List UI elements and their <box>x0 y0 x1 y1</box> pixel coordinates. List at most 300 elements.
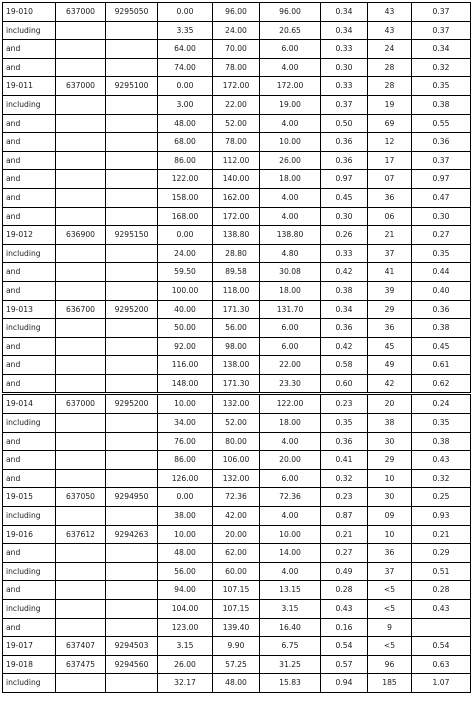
cell-to: 80.00 <box>213 432 260 451</box>
cell-interval: 131.70 <box>260 300 321 319</box>
cell-interval: 4.80 <box>260 244 321 263</box>
cell-easting: 637000 <box>56 3 106 22</box>
cell-to: 62.00 <box>213 544 260 563</box>
cell-hole-id: 19-016 <box>3 525 56 544</box>
cell-easting <box>56 133 106 152</box>
cell-from: 116.00 <box>158 356 213 375</box>
cell-easting <box>56 414 106 433</box>
cell-northing <box>106 58 158 77</box>
cell-hole-id: 19-018 <box>3 655 56 674</box>
cell-grade-a: 0.37 <box>321 95 368 114</box>
cell-interval: 20.65 <box>260 21 321 40</box>
cell-grade-equivalent: 0.54 <box>412 637 471 656</box>
cell-northing <box>106 432 158 451</box>
cell-grade-equivalent: 0.37 <box>412 151 471 170</box>
cell-from: 3.35 <box>158 21 213 40</box>
cell-grade-a: 0.94 <box>321 674 368 693</box>
cell-grade-equivalent: 0.55 <box>412 114 471 133</box>
cell-interval: 3.15 <box>260 600 321 619</box>
cell-from: 0.00 <box>158 77 213 96</box>
cell-from: 122.00 <box>158 170 213 189</box>
table-row <box>3 562 471 581</box>
cell-easting <box>56 244 106 263</box>
cell-from: 3.00 <box>158 95 213 114</box>
cell-easting <box>56 507 106 526</box>
cell-grade-equivalent: 1.07 <box>412 674 471 693</box>
cell-northing <box>106 337 158 356</box>
cell-northing <box>106 151 158 170</box>
cell-grade-b: 43 <box>368 3 412 22</box>
cell-hole-id: and <box>3 170 56 189</box>
cell-from: 59.50 <box>158 263 213 282</box>
cell-to: 9.90 <box>213 637 260 656</box>
cell-hole-id: and <box>3 337 56 356</box>
cell-grade-equivalent: 0.35 <box>412 244 471 263</box>
cell-grade-equivalent: 0.51 <box>412 562 471 581</box>
cell-from: 76.00 <box>158 432 213 451</box>
cell-northing <box>106 281 158 300</box>
cell-interval: 10.00 <box>260 133 321 152</box>
cell-grade-b: 19 <box>368 95 412 114</box>
cell-from: 0.00 <box>158 226 213 245</box>
cell-from: 38.00 <box>158 507 213 526</box>
cell-grade-a: 0.33 <box>321 77 368 96</box>
cell-to: 112.00 <box>213 151 260 170</box>
table-row <box>3 21 471 40</box>
cell-grade-a: 0.87 <box>321 507 368 526</box>
cell-grade-b: 10 <box>368 469 412 488</box>
cell-grade-a: 0.50 <box>321 114 368 133</box>
table-row <box>3 600 471 619</box>
cell-northing <box>106 263 158 282</box>
cell-from: 74.00 <box>158 58 213 77</box>
cell-easting: 637612 <box>56 525 106 544</box>
cell-grade-equivalent: 0.93 <box>412 507 471 526</box>
cell-northing: 9295050 <box>106 3 158 22</box>
cell-grade-equivalent: 0.40 <box>412 281 471 300</box>
cell-from: 56.00 <box>158 562 213 581</box>
cell-easting <box>56 95 106 114</box>
cell-to: 52.00 <box>213 414 260 433</box>
table-row <box>3 151 471 170</box>
cell-to: 107.15 <box>213 600 260 619</box>
cell-to: 20.00 <box>213 525 260 544</box>
cell-grade-a: 0.34 <box>321 300 368 319</box>
cell-to: 171.30 <box>213 374 260 394</box>
table-body <box>3 3 471 693</box>
cell-easting <box>56 281 106 300</box>
cell-grade-b: 29 <box>368 300 412 319</box>
cell-interval: 16.40 <box>260 618 321 637</box>
table-row <box>3 319 471 338</box>
cell-from: 3.15 <box>158 637 213 656</box>
table-row <box>3 544 471 563</box>
table-row <box>3 300 471 319</box>
cell-to: 28.80 <box>213 244 260 263</box>
cell-hole-id: and <box>3 374 56 394</box>
cell-grade-a: 0.16 <box>321 618 368 637</box>
cell-grade-b: 185 <box>368 674 412 693</box>
cell-grade-equivalent: 0.21 <box>412 525 471 544</box>
cell-northing: 9294263 <box>106 525 158 544</box>
cell-grade-a: 0.23 <box>321 394 368 414</box>
table-row <box>3 170 471 189</box>
cell-grade-equivalent: 0.43 <box>412 600 471 619</box>
cell-grade-equivalent: 0.62 <box>412 374 471 394</box>
cell-grade-a: 0.41 <box>321 451 368 470</box>
cell-hole-id: 19-011 <box>3 77 56 96</box>
cell-northing <box>106 674 158 693</box>
table-row <box>3 40 471 59</box>
table-row <box>3 114 471 133</box>
table-row <box>3 207 471 226</box>
cell-interval: 22.00 <box>260 356 321 375</box>
cell-grade-a: 0.32 <box>321 469 368 488</box>
cell-grade-b: 37 <box>368 244 412 263</box>
table-row <box>3 394 471 414</box>
cell-northing <box>106 188 158 207</box>
cell-from: 68.00 <box>158 133 213 152</box>
cell-grade-equivalent: 0.61 <box>412 356 471 375</box>
cell-interval: 4.00 <box>260 207 321 226</box>
cell-grade-a: 0.36 <box>321 432 368 451</box>
cell-easting <box>56 432 106 451</box>
cell-grade-equivalent: 0.38 <box>412 319 471 338</box>
cell-from: 0.00 <box>158 3 213 22</box>
cell-hole-id: and <box>3 114 56 133</box>
cell-to: 56.00 <box>213 319 260 338</box>
cell-grade-a: 0.49 <box>321 562 368 581</box>
table-row <box>3 95 471 114</box>
cell-from: 123.00 <box>158 618 213 637</box>
cell-northing <box>106 451 158 470</box>
cell-grade-a: 0.45 <box>321 188 368 207</box>
cell-easting <box>56 40 106 59</box>
cell-easting <box>56 674 106 693</box>
cell-to: 70.00 <box>213 40 260 59</box>
cell-from: 48.00 <box>158 544 213 563</box>
cell-from: 0.00 <box>158 488 213 507</box>
cell-grade-equivalent: 0.28 <box>412 581 471 600</box>
cell-hole-id: 19-014 <box>3 394 56 414</box>
cell-hole-id: and <box>3 40 56 59</box>
cell-to: 172.00 <box>213 207 260 226</box>
cell-to: 106.00 <box>213 451 260 470</box>
cell-northing <box>106 469 158 488</box>
table-row <box>3 356 471 375</box>
table-row <box>3 226 471 245</box>
cell-northing <box>106 356 158 375</box>
cell-from: 148.00 <box>158 374 213 394</box>
cell-hole-id: including <box>3 95 56 114</box>
cell-grade-b: 09 <box>368 507 412 526</box>
cell-grade-equivalent: 0.24 <box>412 394 471 414</box>
table-row <box>3 488 471 507</box>
cell-from: 40.00 <box>158 300 213 319</box>
cell-northing <box>106 21 158 40</box>
cell-hole-id: including <box>3 21 56 40</box>
cell-hole-id: 19-017 <box>3 637 56 656</box>
cell-easting <box>56 21 106 40</box>
cell-grade-a: 0.57 <box>321 655 368 674</box>
table-row <box>3 263 471 282</box>
cell-grade-a: 0.30 <box>321 58 368 77</box>
cell-grade-equivalent: 0.97 <box>412 170 471 189</box>
cell-to: 57.25 <box>213 655 260 674</box>
cell-grade-b: 17 <box>368 151 412 170</box>
cell-grade-a: 0.38 <box>321 281 368 300</box>
cell-to: 107.15 <box>213 581 260 600</box>
cell-grade-b: 36 <box>368 544 412 563</box>
cell-easting <box>56 600 106 619</box>
cell-grade-equivalent: 0.27 <box>412 226 471 245</box>
cell-grade-a: 0.27 <box>321 544 368 563</box>
cell-easting <box>56 263 106 282</box>
cell-to: 162.00 <box>213 188 260 207</box>
cell-grade-b: 29 <box>368 451 412 470</box>
table-row <box>3 77 471 96</box>
cell-grade-a: 0.60 <box>321 374 368 394</box>
cell-hole-id: including <box>3 562 56 581</box>
cell-grade-a: 0.33 <box>321 40 368 59</box>
cell-interval: 6.00 <box>260 337 321 356</box>
cell-easting: 637475 <box>56 655 106 674</box>
cell-easting <box>56 114 106 133</box>
cell-northing: 9295150 <box>106 226 158 245</box>
cell-grade-equivalent: 0.43 <box>412 451 471 470</box>
table-row <box>3 3 471 22</box>
cell-to: 98.00 <box>213 337 260 356</box>
cell-interval: 6.00 <box>260 319 321 338</box>
cell-interval: 4.00 <box>260 114 321 133</box>
cell-grade-a: 0.26 <box>321 226 368 245</box>
cell-easting <box>56 170 106 189</box>
cell-grade-b: 38 <box>368 414 412 433</box>
cell-interval: 15.83 <box>260 674 321 693</box>
cell-hole-id: and <box>3 207 56 226</box>
cell-hole-id: and <box>3 58 56 77</box>
cell-easting <box>56 151 106 170</box>
cell-grade-b: 37 <box>368 562 412 581</box>
assay-results-table <box>2 2 471 693</box>
cell-hole-id: and <box>3 281 56 300</box>
cell-easting <box>56 207 106 226</box>
table-row <box>3 188 471 207</box>
cell-easting <box>56 562 106 581</box>
cell-grade-a: 0.34 <box>321 3 368 22</box>
cell-grade-b: 43 <box>368 21 412 40</box>
cell-grade-a: 0.35 <box>321 414 368 433</box>
cell-from: 86.00 <box>158 151 213 170</box>
cell-to: 140.00 <box>213 170 260 189</box>
cell-to: 78.00 <box>213 58 260 77</box>
cell-from: 48.00 <box>158 114 213 133</box>
cell-easting <box>56 469 106 488</box>
cell-to: 138.80 <box>213 226 260 245</box>
cell-hole-id: including <box>3 674 56 693</box>
cell-interval: 138.80 <box>260 226 321 245</box>
cell-hole-id: and <box>3 581 56 600</box>
cell-northing: 9295200 <box>106 394 158 414</box>
cell-hole-id: and <box>3 188 56 207</box>
cell-northing <box>106 562 158 581</box>
table-row <box>3 414 471 433</box>
cell-northing <box>106 544 158 563</box>
cell-grade-b: 69 <box>368 114 412 133</box>
cell-from: 32.17 <box>158 674 213 693</box>
cell-to: 42.00 <box>213 507 260 526</box>
cell-northing <box>106 507 158 526</box>
cell-to: 96.00 <box>213 3 260 22</box>
cell-grade-equivalent: 0.32 <box>412 469 471 488</box>
cell-easting: 637050 <box>56 488 106 507</box>
cell-from: 104.00 <box>158 600 213 619</box>
cell-from: 100.00 <box>158 281 213 300</box>
cell-grade-a: 0.28 <box>321 581 368 600</box>
cell-from: 94.00 <box>158 581 213 600</box>
cell-northing <box>106 170 158 189</box>
cell-easting <box>56 319 106 338</box>
cell-grade-b: <5 <box>368 581 412 600</box>
table-row <box>3 637 471 656</box>
table-row <box>3 618 471 637</box>
table-row <box>3 674 471 693</box>
results-sheet <box>2 2 470 693</box>
cell-grade-a: 0.36 <box>321 133 368 152</box>
cell-from: 24.00 <box>158 244 213 263</box>
cell-northing <box>106 581 158 600</box>
cell-interval: 122.00 <box>260 394 321 414</box>
cell-interval: 26.00 <box>260 151 321 170</box>
cell-northing: 9295100 <box>106 77 158 96</box>
cell-from: 34.00 <box>158 414 213 433</box>
cell-grade-b: 96 <box>368 655 412 674</box>
cell-interval: 6.75 <box>260 637 321 656</box>
cell-to: 138.00 <box>213 356 260 375</box>
cell-grade-a: 0.34 <box>321 21 368 40</box>
cell-to: 132.00 <box>213 394 260 414</box>
table-row <box>3 451 471 470</box>
cell-grade-equivalent: 0.37 <box>412 3 471 22</box>
cell-easting <box>56 374 106 394</box>
cell-easting <box>56 544 106 563</box>
table-row <box>3 337 471 356</box>
cell-grade-a: 0.33 <box>321 244 368 263</box>
cell-interval: 10.00 <box>260 525 321 544</box>
cell-hole-id: 19-015 <box>3 488 56 507</box>
cell-from: 10.00 <box>158 525 213 544</box>
cell-from: 64.00 <box>158 40 213 59</box>
cell-grade-equivalent: 0.36 <box>412 300 471 319</box>
cell-to: 78.00 <box>213 133 260 152</box>
cell-hole-id: 19-013 <box>3 300 56 319</box>
cell-grade-b: 39 <box>368 281 412 300</box>
cell-grade-equivalent: 0.34 <box>412 40 471 59</box>
table-row <box>3 507 471 526</box>
cell-easting <box>56 356 106 375</box>
cell-northing: 9294560 <box>106 655 158 674</box>
cell-hole-id: and <box>3 469 56 488</box>
cell-hole-id: including <box>3 244 56 263</box>
cell-grade-equivalent: 0.32 <box>412 58 471 77</box>
cell-from: 26.00 <box>158 655 213 674</box>
cell-northing <box>106 374 158 394</box>
cell-to: 48.00 <box>213 674 260 693</box>
table-row <box>3 469 471 488</box>
cell-grade-equivalent: 0.44 <box>412 263 471 282</box>
cell-easting: 636700 <box>56 300 106 319</box>
cell-easting: 637407 <box>56 637 106 656</box>
cell-grade-b: 36 <box>368 188 412 207</box>
cell-hole-id: and <box>3 263 56 282</box>
cell-interval: 72.36 <box>260 488 321 507</box>
cell-grade-a: 0.42 <box>321 337 368 356</box>
table-row <box>3 58 471 77</box>
cell-grade-b: 20 <box>368 394 412 414</box>
cell-from: 158.00 <box>158 188 213 207</box>
cell-grade-equivalent: 0.30 <box>412 207 471 226</box>
cell-grade-b: <5 <box>368 600 412 619</box>
cell-grade-b: 41 <box>368 263 412 282</box>
cell-to: 118.00 <box>213 281 260 300</box>
cell-interval: 31.25 <box>260 655 321 674</box>
table-row <box>3 655 471 674</box>
cell-northing: 9294503 <box>106 637 158 656</box>
cell-easting <box>56 581 106 600</box>
cell-hole-id: including <box>3 600 56 619</box>
cell-grade-equivalent: 0.45 <box>412 337 471 356</box>
cell-easting <box>56 451 106 470</box>
cell-grade-b: 30 <box>368 432 412 451</box>
cell-to: 24.00 <box>213 21 260 40</box>
cell-grade-b: 42 <box>368 374 412 394</box>
cell-to: 171.30 <box>213 300 260 319</box>
cell-grade-a: 0.30 <box>321 207 368 226</box>
cell-grade-b: 21 <box>368 226 412 245</box>
cell-grade-equivalent: 0.25 <box>412 488 471 507</box>
cell-interval: 172.00 <box>260 77 321 96</box>
table-row <box>3 133 471 152</box>
cell-grade-b: 10 <box>368 525 412 544</box>
cell-to: 22.00 <box>213 95 260 114</box>
cell-interval: 4.00 <box>260 188 321 207</box>
cell-grade-b: 07 <box>368 170 412 189</box>
cell-interval: 13.15 <box>260 581 321 600</box>
cell-grade-b: 12 <box>368 133 412 152</box>
cell-hole-id: and <box>3 451 56 470</box>
cell-northing <box>106 319 158 338</box>
cell-northing <box>106 414 158 433</box>
cell-northing <box>106 133 158 152</box>
cell-to: 60.00 <box>213 562 260 581</box>
cell-hole-id: and <box>3 618 56 637</box>
cell-grade-b: 30 <box>368 488 412 507</box>
cell-to: 139.40 <box>213 618 260 637</box>
cell-to: 52.00 <box>213 114 260 133</box>
cell-northing <box>106 207 158 226</box>
cell-interval: 23.30 <box>260 374 321 394</box>
cell-easting: 636900 <box>56 226 106 245</box>
cell-grade-equivalent: 0.29 <box>412 544 471 563</box>
cell-northing <box>106 40 158 59</box>
cell-hole-id: including <box>3 414 56 433</box>
table-row <box>3 581 471 600</box>
cell-grade-b: 24 <box>368 40 412 59</box>
cell-to: 89.58 <box>213 263 260 282</box>
cell-grade-b: <5 <box>368 637 412 656</box>
cell-interval: 18.00 <box>260 414 321 433</box>
cell-hole-id: and <box>3 151 56 170</box>
